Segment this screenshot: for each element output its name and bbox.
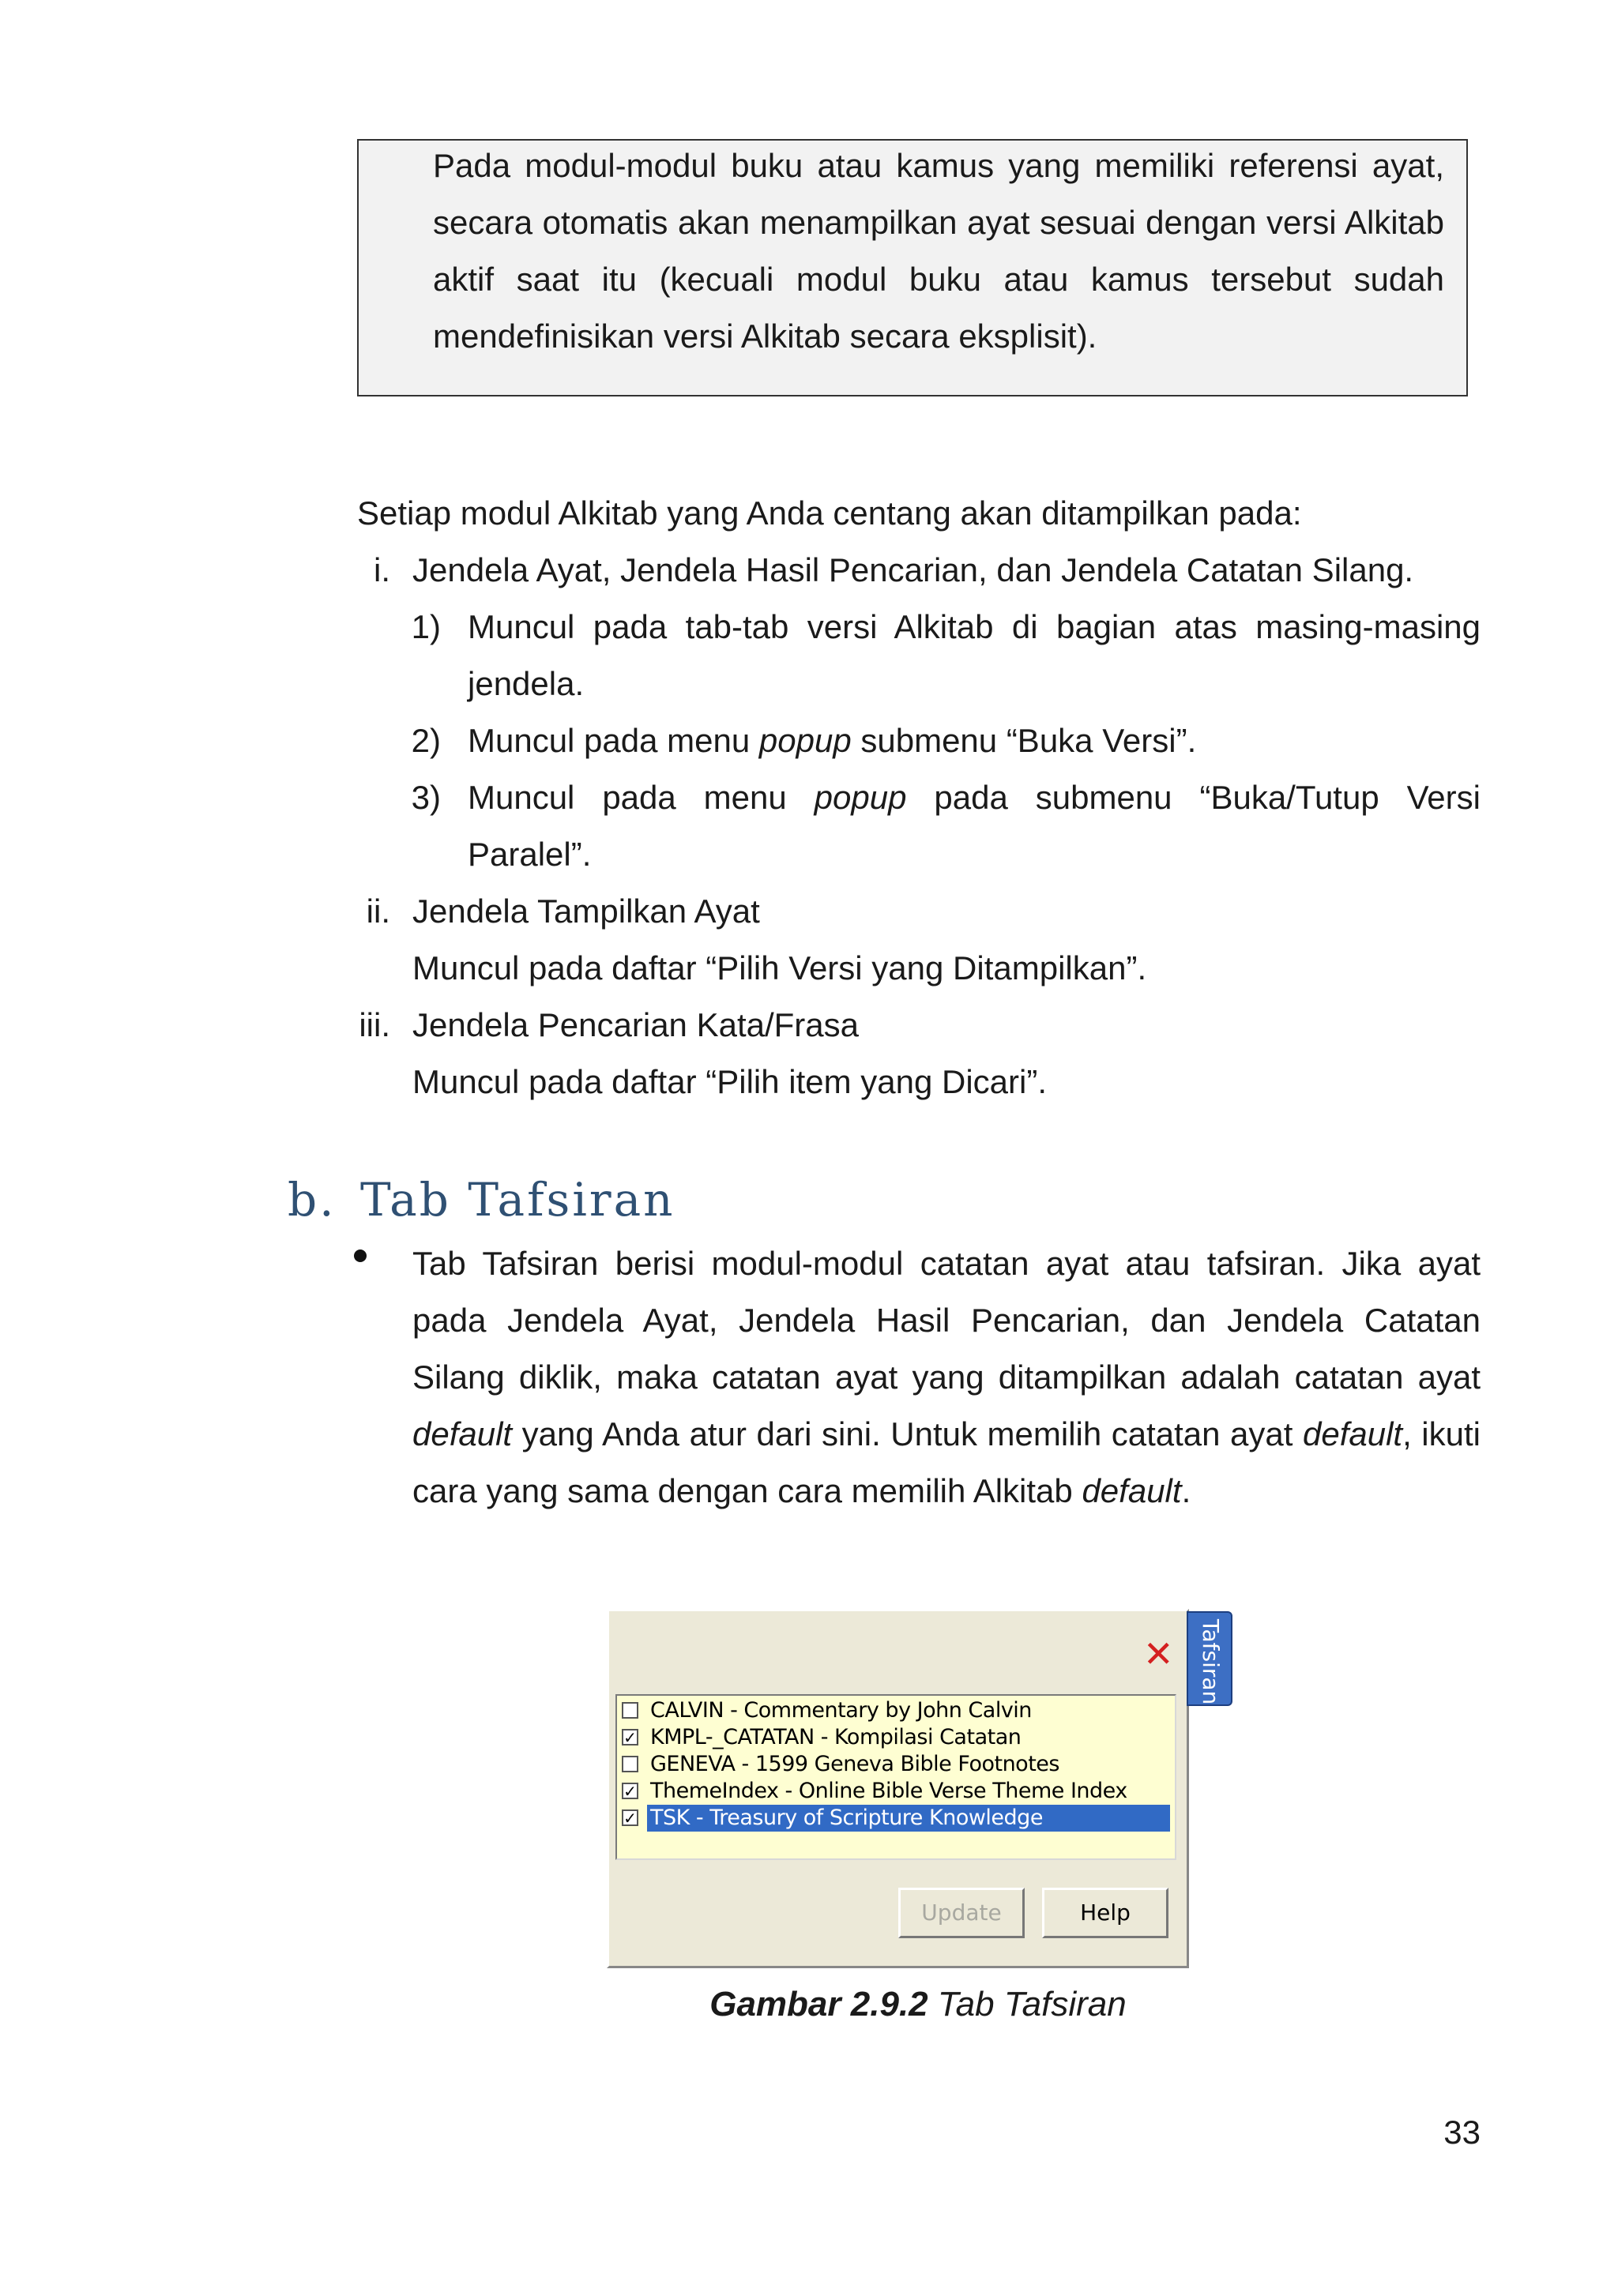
- list-item-label: KMPL-_CATATAN - Kompilasi Catatan: [650, 1725, 1022, 1749]
- sublist-item-2-emphasis: popup: [758, 722, 852, 759]
- bullet-text-4: .: [1181, 1472, 1191, 1509]
- sublist-marker-2: 2): [411, 722, 441, 759]
- sublist-item-2-text: [468, 712, 1481, 769]
- bullet-paragraph: [412, 1235, 1481, 1520]
- sublist-item-2-pre: Muncul pada menu: [468, 722, 759, 759]
- help-button[interactable]: Help: [1042, 1888, 1168, 1938]
- bullet-emphasis-2: default: [1302, 1415, 1403, 1452]
- figure-caption: [357, 1976, 1479, 2033]
- update-button[interactable]: Update: [898, 1888, 1025, 1938]
- list-item-label: CALVIN - Commentary by John Calvin: [650, 1698, 1032, 1723]
- bullet-text-3: , ikuti cara yang sama dengan cara memilih Alkitab: [412, 1415, 1481, 1509]
- caption-number: Gambar 2.9.2: [709, 1985, 928, 2024]
- bullet-text-2: yang Anda atur dari sini. Untuk memilih catatan ayat: [512, 1415, 1303, 1452]
- list-item-ii-title: Jendela Tampilkan Ayat: [412, 892, 760, 930]
- commentary-listbox[interactable]: [615, 1694, 1176, 1860]
- sublist-item-3-post: pada submenu “Buka/Tutup Versi Paralel”.: [468, 779, 1481, 873]
- checkbox-themeindex[interactable]: ✓: [622, 1783, 638, 1799]
- intro-paragraph: Setiap modul Alkitab yang Anda centang akan ditampilkan pada:: [357, 494, 1302, 532]
- list-item-iii-title: Jendela Pencarian Kata/Frasa: [412, 1006, 860, 1043]
- sublist-item-3-pre: Muncul pada menu: [468, 779, 815, 816]
- list-marker-ii: ii.: [366, 892, 390, 930]
- sublist-item-3-emphasis: popup: [814, 779, 907, 816]
- list-marker-iii: iii.: [359, 1006, 390, 1043]
- section-heading: [288, 1167, 675, 1232]
- list-marker-i: i.: [374, 551, 390, 588]
- sublist-item-3-text: [468, 769, 1481, 883]
- list-item-ii-text: Muncul pada daftar “Pilih Versi yang Ditampilkan”.: [412, 949, 1147, 986]
- sublist-item-2-post: submenu “Buka Versi”.: [851, 722, 1197, 759]
- list-item[interactable]: [622, 1805, 1170, 1832]
- bullet-emphasis-1: default: [412, 1415, 513, 1452]
- checkbox-tsk[interactable]: ✓: [622, 1809, 638, 1826]
- page-number: 33: [1443, 2114, 1481, 2151]
- tafsiran-side-tab[interactable]: [1187, 1611, 1232, 1706]
- sublist-marker-1: 1): [411, 608, 441, 645]
- tafsiran-dialog: [607, 1609, 1189, 1968]
- list-item-i-text: Jendela Ayat, Jendela Hasil Pencarian, dan Jendela Catatan Silang.: [412, 551, 1414, 588]
- bullet-text-1: Tab Tafsiran berisi modul-modul catatan ayat atau tafsiran. Jika ayat pada Jendela Ayat, Jendela Hasil Pencarian, dan Jendela Catatan Silang diklik, maka catatan ayat yang ditampilkan adalah catatan ayat: [412, 1245, 1481, 1396]
- sublist-item-1-text: Muncul pada tab-tab versi Alkitab di bagian atas masing-masing jendela.: [468, 608, 1481, 702]
- list-item-label: TSK - Treasury of Scripture Knowledge: [647, 1805, 1170, 1832]
- section-label: b.: [288, 1173, 337, 1227]
- list-item[interactable]: [622, 1751, 1170, 1778]
- bullet-emphasis-3: default: [1082, 1472, 1182, 1509]
- list-item-iii-text: Muncul pada daftar “Pilih item yang Dicari”.: [412, 1063, 1048, 1100]
- list-item-label: ThemeIndex - Online Bible Verse Theme Index: [650, 1779, 1127, 1803]
- checkbox-calvin[interactable]: [622, 1702, 638, 1719]
- list-item[interactable]: [622, 1778, 1170, 1805]
- caption-title: Tab Tafsiran: [928, 1985, 1127, 2024]
- list-item[interactable]: [622, 1724, 1170, 1751]
- bullet-icon: [354, 1249, 367, 1262]
- checkbox-kmpl-catatan[interactable]: ✓: [622, 1729, 638, 1745]
- section-title: Tab Tafsiran: [360, 1173, 675, 1227]
- list-item[interactable]: [622, 1697, 1170, 1724]
- close-x-icon[interactable]: ✕: [1143, 1633, 1174, 1675]
- note-text: Pada modul-modul buku atau kamus yang memiliki referensi ayat, secara otomatis akan menampilkan ayat sesuai dengan versi Alkitab aktif saat itu (kecuali modul buku atau kamus tersebut sudah mendefinisikan versi Alkitab secara eksplisit).: [433, 147, 1444, 355]
- checkbox-geneva[interactable]: [622, 1756, 638, 1772]
- list-item-label: GENEVA - 1599 Geneva Bible Footnotes: [650, 1752, 1059, 1776]
- tab-label: Tafsiran: [1198, 1619, 1224, 1705]
- sublist-marker-3: 3): [411, 779, 441, 816]
